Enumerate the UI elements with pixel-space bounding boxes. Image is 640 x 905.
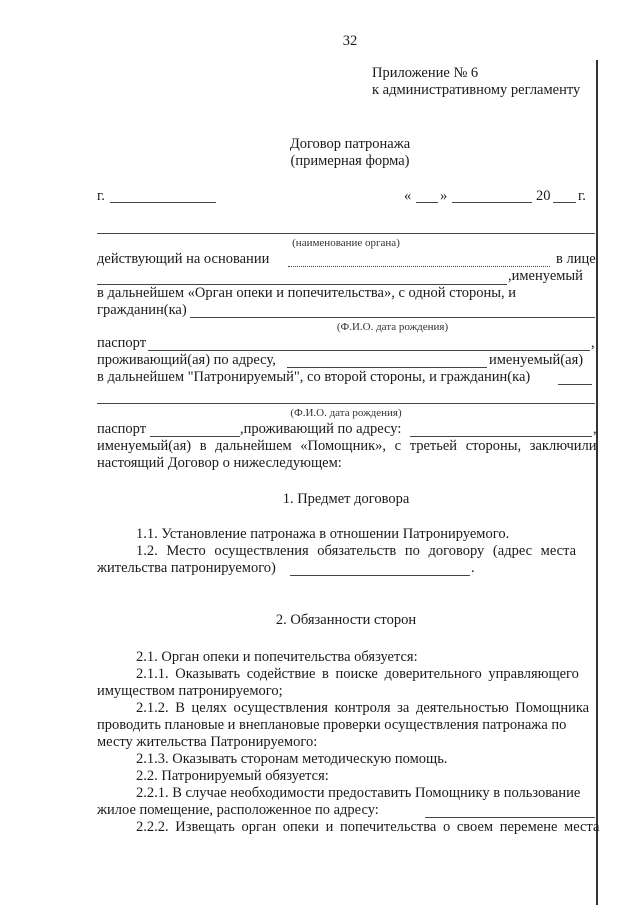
date-open-quote: « bbox=[404, 188, 412, 204]
passport-label: паспорт bbox=[97, 335, 147, 351]
document-subtitle: (примерная форма) bbox=[290, 153, 410, 169]
year-prefix: 20 bbox=[536, 188, 551, 204]
section2-p22: 2.2. Патронируемый обязуется: bbox=[136, 768, 329, 784]
residing2-label: ,проживающий по адресу: bbox=[240, 421, 402, 437]
appendix-line1: Приложение № 6 bbox=[372, 65, 479, 81]
assistant-start-field[interactable] bbox=[558, 384, 592, 385]
residing-label: проживающий(ая) по адресу, bbox=[97, 352, 276, 368]
section2-p212-line1: 2.1.2. В целях осуществления контроля за деятельностью Помощника bbox=[136, 700, 590, 716]
caption-fio2: (Ф.И.О. дата рождения) bbox=[290, 407, 402, 419]
section2-heading: 2. Обязанности сторон bbox=[275, 612, 417, 628]
in-person-label: в лице bbox=[556, 251, 596, 267]
year-suffix: г. bbox=[578, 188, 586, 204]
hereinafter-ward: в дальнейшем "Патронируемый", со второй стороны, и гражданин(ка) bbox=[97, 369, 531, 385]
citizen-field[interactable] bbox=[190, 317, 595, 318]
passport2-field[interactable] bbox=[150, 436, 240, 437]
residing-field[interactable] bbox=[287, 367, 487, 368]
basis-field[interactable] bbox=[288, 266, 550, 267]
section1-heading: 1. Предмет договора bbox=[282, 491, 410, 507]
section1-p2-end: . bbox=[471, 560, 475, 576]
year-field[interactable] bbox=[553, 202, 576, 203]
basis-label: действующий на основании bbox=[97, 251, 270, 267]
section2-p21: 2.1. Орган опеки и попечительства обязуется: bbox=[136, 649, 418, 665]
section2-p211-line1: 2.1.1. Оказывать содействие в поиске доверительного управляющего bbox=[136, 666, 579, 682]
section2-p211-line2: имуществом патронируемого; bbox=[97, 683, 283, 699]
scan-margin-line bbox=[596, 60, 598, 905]
section2-p221-line2: жилое помещение, расположенное по адресу: bbox=[97, 802, 379, 818]
hereinafter-org: в дальнейшем «Орган опеки и попечительства», с одной стороны, и bbox=[97, 285, 517, 301]
named3-text: именуемый(ая) в дальнейшем «Помощник», с третьей стороны, заключили bbox=[97, 438, 597, 454]
city-prefix: г. bbox=[97, 188, 105, 204]
named2-label: именуемый(ая) bbox=[489, 352, 584, 368]
passport-comma: , bbox=[591, 335, 595, 351]
section2-p221-line1: 2.2.1. В случае необходимости предоставить Помощнику в пользование bbox=[136, 785, 581, 801]
city-field[interactable] bbox=[110, 202, 216, 203]
assistant-name-field[interactable] bbox=[97, 403, 595, 404]
organ-name-field[interactable] bbox=[97, 233, 595, 234]
named-label: ,именуемый bbox=[508, 268, 583, 284]
document-title: Договор патронажа bbox=[289, 136, 411, 152]
passport-field[interactable] bbox=[148, 350, 590, 351]
section1-p2-line1: 1.2. Место осуществления обязательств по договору (адрес места bbox=[136, 543, 577, 559]
residing2-field[interactable] bbox=[410, 436, 592, 437]
dwelling-address-field[interactable] bbox=[425, 817, 595, 818]
month-field[interactable] bbox=[452, 202, 532, 203]
section2-p212-line3: месту жительства Патронируемого: bbox=[97, 734, 318, 750]
section1-p2-line2: жительства патронируемого) bbox=[97, 560, 276, 576]
date-close-quote: » bbox=[440, 188, 448, 204]
residing2-comma: , bbox=[593, 421, 597, 437]
day-field[interactable] bbox=[416, 202, 438, 203]
ward-address-field[interactable] bbox=[290, 575, 470, 576]
citizen-label: гражданин(ка) bbox=[97, 302, 187, 318]
section1-p1: 1.1. Установление патронажа в отношении Патронируемого. bbox=[136, 526, 510, 542]
section2-p213: 2.1.3. Оказывать сторонам методическую помощь. bbox=[136, 751, 448, 767]
passport2-label: паспорт bbox=[97, 421, 147, 437]
page-number: 32 bbox=[342, 33, 358, 49]
appendix-line2: к административному регламенту bbox=[372, 82, 581, 98]
section2-p212-line2: проводить плановые и внеплановые проверки осуществления патронажа по bbox=[97, 717, 567, 733]
caption-organ: (наименование органа) bbox=[292, 237, 400, 249]
caption-fio1: (Ф.И.О. дата рождения) bbox=[336, 321, 449, 333]
concluded-text: настоящий Договор о нижеследующем: bbox=[97, 455, 342, 471]
section2-p222-line1: 2.2.2. Извещать орган опеки и попечительства о своем перемене места bbox=[136, 819, 600, 835]
